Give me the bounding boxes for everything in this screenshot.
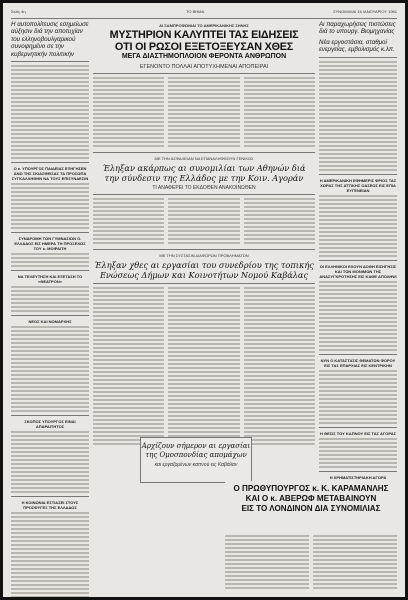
left-headline-7: Η ΚΟΙΝΩΝΙΑ ΕΣΤΙΑΣΕΙ ΣΤΟΥΣ ΠΡΟΣΦΥΓΕΣ ΤΗΣ ΕΛΛΑΔΟΣ: [21, 500, 79, 511]
section3-kicker: ΜΕ ΤΗΝ ΣΥΣΤΑΣΙΝ ΔΙΑΦΟΡΩΝ ΠΡΟΒΛΗΜΑΤΩΝ: [159, 253, 249, 258]
main-headline-line-1: ΜΥΣΤΗΡΙΟΝ ΚΑΛΥΠΤΕΙ ΤΑΣ ΕΙΔΗΣΕΙΣ: [109, 29, 299, 41]
left-headline-5: ΝΕΟΣ ΚΑΙ ΝΟΜΑΡΧΗΣ: [28, 319, 72, 325]
main-story-body: [93, 77, 315, 149]
section3-body: [93, 287, 315, 447]
bottom-headline-line-2: ΚΑΙ Ο κ. ΑΒΕΡΩΦ ΜΕΤΑΒΑΙΝΟΥΝ: [245, 494, 377, 503]
left-lead-headline: Η αυτοπολίτευσις εσημείωσε αύξησιν διά την αποτυχίαν του ελληνοβουλγαρικού συνοψημένο σε την κυβερνητικήν πολιτικήν: [11, 21, 89, 58]
right-headline-2: Η ΑΜΕΡΙΚΑΝΙΚΗ ΕΦΗΜΕΡΙΣ ΦΡΙΟΣ ΤΑΣ ΧΩΡΑΣ ΤΗΣ ΑΤΤΙΚΗΣ ΟΑΣΕΩΣ ΕΙΣ ΕΠΙΑ ΕΥΓΕΝΕΙΑΝ: [319, 177, 397, 193]
section2-subhead: ΤΙ ΑΝΑΦΕΡΕΙ ΤΟ ΕΚΔΟΘΕΝ ΑΝΑΚΟΙΝΩΘΕΝ: [152, 185, 256, 191]
section3-headline-line-2: Ενώσεως Δήμων και Κοινοτήτων Νομού Καβάλας: [99, 270, 309, 280]
left-text-block-1: [11, 65, 89, 159]
section3-headline-line-1: Έληξαν χθες αι εργασίαι του συνεδρίου της τοπικής: [94, 260, 314, 270]
bottom-headline-line-1: Ο ΠΡΩΘΥΠΟΥΡΓΟΣ κ. Κ. ΚΑΡΑΜΑΝΛΗΣ: [233, 484, 389, 493]
bottom-headline-block: [225, 481, 397, 531]
main-headline-line-2: ΟΤΙ ΟΙ ΡΩΣΟΙ ΕΞΕΤΟΞΕΥΣΑΝ ΧΘΕΣ: [114, 40, 294, 53]
section2-kicker: ΜΕ ΤΗΝ ΑΣΦΑΛΕΙΑΝ ΝΑ ΕΠΑΝΑΛΗΦΘΟΥΝ ΓΕΝΙΚΩΣ: [154, 156, 254, 161]
right-headline-4: ΝΥΝ Ο ΚΑΤΑΣΤΑΣΙΣ ΘΕΜΑΤΩΝ ΦΟΡΟΥ ΕΙΣ ΤΑΣ ΕΠΑΡΧΙΑΣ ΕΙΣ ΚΕΝΤΡΙΚΗΝ: [320, 357, 396, 368]
inset-headline-line-2: της Ομοσπονδίας απομάχων: [145, 450, 247, 459]
page-header: [11, 8, 397, 19]
left-headline-3: ΣΥΝΔΡΟΜΗ ΤΩΝ ΓΥΜΝΑΣΙΩΝ Ο. ΕΛΛΑΔΟΣ ΕΙΣ ΗΜΕΡΑ ΤΗ ΠΡΟΣΕΧΩΣ ΤΟΥ κ. ΜΟΙΡΑΙΤΗ: [14, 236, 86, 252]
inset-headline-line-1: Αρχίζουν σήμερον αι εργασίαι: [141, 442, 251, 450]
center-column: [93, 21, 315, 447]
right-lead-headline-2: Νέα εργοστάσια, σταθμοί ενεργείας, εμβολισμός κ.λπ.: [319, 38, 395, 54]
newspaper-page: [3, 3, 405, 597]
left-headline-4: ΝΑ ΤΕΛΕΥΤΗΣΗ ΚΑΙ ΕΞΕΤΑΣΗ ΤΟ «ΘΕΑΤΡΟΝ»: [17, 274, 83, 285]
right-headline-6: Η ΧΡΗΜΑΤΙΣΤΗΡΙΑΚΗ ΑΓΟΡΑ: [329, 474, 387, 480]
bottom-story-body: [225, 535, 397, 591]
section2-body: [93, 198, 315, 246]
inset-box: [140, 437, 252, 483]
right-lead-headline: Αι παραχωρήσεις πιστώσεις διά το υπουργ. Βιομηχανίας: [319, 21, 396, 36]
main-headline-line-3: ΜΕΓΑ ΔΙΑΣΤΗΜΟΠΛΟΙΟΝ ΦΕΡΟΝΤΑ ΑΝΘΡΩΠΟΝ: [121, 53, 287, 60]
bottom-headline-line-3: ΕΙΣ ΤΟ ΛΟΝΔΙΝΟΝ ΔΙΑ ΣΥΝΟΜΙΛΙΑΣ: [241, 504, 381, 513]
main-subhead: ΕΓΕΝΟΝΤΟ ΠΟΛΛΑΙ ΑΠΟΤΥΧΗΜΕΝΑΙ ΑΠΟΠΕΙΡΑΙ: [139, 64, 269, 70]
left-headline-6: ΣΚΟΠΟΣ ΥΠΟΥΡΓΟΣ ΕΙΝΑΙ ΑΠΑΡΑΙΤΗΤΟΣ: [24, 419, 76, 430]
issue-date: ΣΥΝΟΜΙΛΙΑΙ 16 ΙΑΝΟΥΑΡΙΟΥ 1961: [333, 9, 397, 14]
page-number: Σελίς 4η: [11, 9, 26, 14]
section2-headline-line-2: την σύνδεσιν της Ελλάδος με την Κοιν. Αγοράν: [104, 173, 304, 183]
left-column: [11, 21, 89, 597]
inset-subhead: και εργαζομένων καπνού εις Καβάλαν: [154, 462, 238, 468]
right-headline-3: ΟΙ ΕΛΛΗΝΙΚΟΙ ΕΧΟΥΝ ΔΟΘΗ ΕΙΣΗΓΗΣΙΣ ΚΑΙ ΤΩΝ ΜΟΝΙΜΩΝ ΤΗΣ ΑΝΑΣΥΓΚΡΟΤΗΣΗΣ ΕΙΣ ΚΑΘΕ ΑΠΟΛΗΨΙ: [319, 263, 397, 279]
right-headline-5: Η ΘΕΣΙΣ ΤΟΥ ΚΑΠΝΟΥ ΕΙΣ ΤΑΣ ΑΓΟΡΑΣ: [319, 430, 397, 436]
newspaper-name: ΤΟ ΒΗΜΑ: [186, 9, 205, 14]
center-kicker: ΑΙ ΣΑΜΠΡΟΦΩΝΙΑΙ ΤΟ ΑΜΕΡΙΚΑΝΙΚΗΣ ΣΗΝΗΣ: [159, 23, 249, 28]
right-column: [319, 21, 397, 481]
section2-headline-line-1: Έληξαν ακάρπως αι συνομιλίαι των Αθηνών διά: [102, 163, 306, 173]
left-headline-2: Ο κ. ΥΠΟΥΡΓΟΣ ΠΑΙΔΕΙΑΣ ΕΞΗΓΗΣΕΝ ΑΝΩ ΤΗΣ ΣΚΙΑΣΘΕΙΣΑΣ ΤΑ ΠΡΟΣΩΠΑ ΣΥΓΚΑΛΛΗΘΗΝ ΝΑ ΤΟΥΣ ΕΠΙΣΥΝΔΕΣΙΝ: [11, 166, 89, 182]
